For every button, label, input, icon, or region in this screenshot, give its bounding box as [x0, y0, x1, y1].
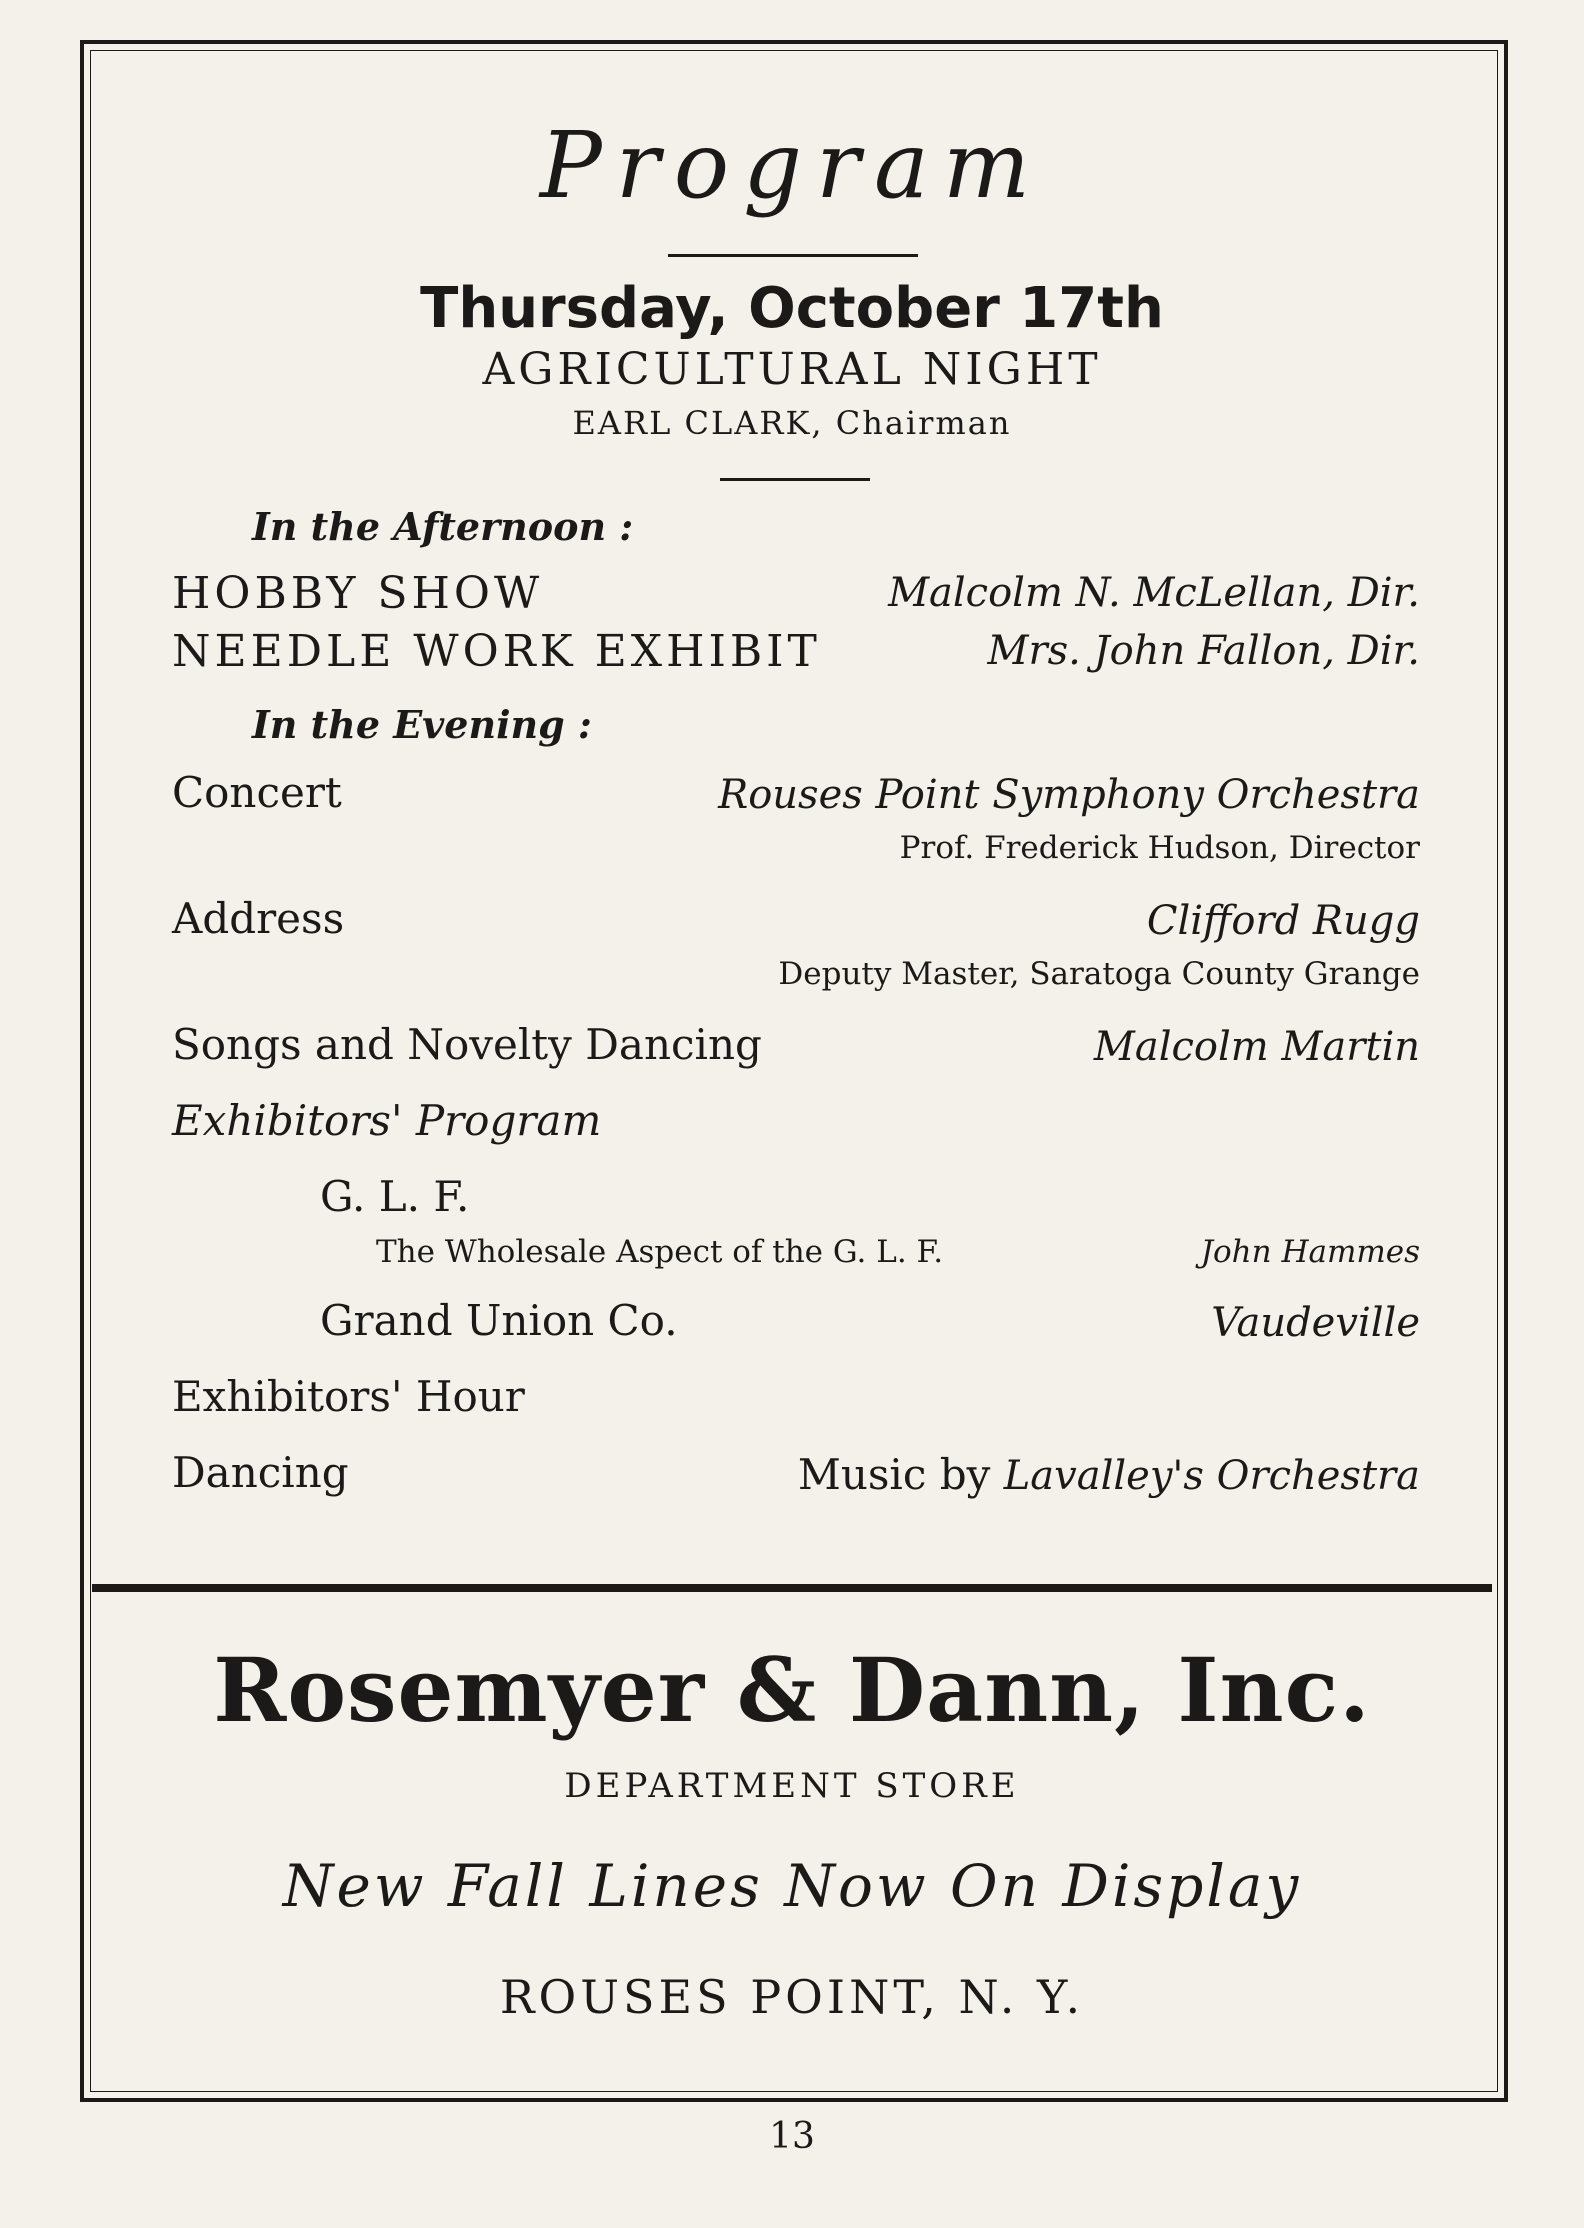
title-rule — [668, 254, 918, 257]
afternoon-item-name: HOBBY SHOW — [172, 568, 544, 619]
header-rule — [720, 478, 870, 481]
afternoon-item-director: Malcolm N. McLellan, Dir. — [888, 570, 1420, 616]
section-divider — [92, 1584, 1492, 1592]
concert-performer: Rouses Point Symphony Orchestra — [718, 772, 1420, 818]
event-date: Thursday, October 17th — [420, 276, 1164, 341]
event-name: AGRICULTURAL NIGHT — [482, 344, 1102, 395]
store-tagline: New Fall Lines Now On Display — [282, 1852, 1302, 1920]
music-prefix: Music by — [797, 1450, 991, 1499]
store-name: Rosemyer & Dann, Inc. — [213, 1638, 1371, 1742]
orchestra-name: Lavalley's Orchestra — [1003, 1453, 1420, 1499]
songs-performer: Malcolm Martin — [1093, 1024, 1420, 1070]
glf-speaker: John Hammes — [1200, 1234, 1420, 1270]
afternoon-item-director: Mrs. John Fallon, Dir. — [987, 628, 1420, 674]
glf-talk: The Wholesale Aspect of the G. L. F. — [376, 1234, 944, 1270]
exhibitors-program: Exhibitors' Program — [172, 1096, 602, 1145]
store-type: DEPARTMENT STORE — [564, 1766, 1020, 1806]
store-address: ROUSES POINT, N. Y. — [499, 1970, 1085, 2024]
concert-label: Concert — [172, 768, 342, 817]
exhibitors-hour: Exhibitors' Hour — [172, 1372, 525, 1421]
grand-union-label: Grand Union Co. — [320, 1296, 678, 1345]
concert-note: Prof. Frederick Hudson, Director — [899, 830, 1420, 866]
address-speaker: Clifford Rugg — [1146, 898, 1420, 944]
afternoon-heading: In the Afternoon : — [252, 504, 634, 549]
program-title: Program — [539, 112, 1045, 219]
songs-label: Songs and Novelty Dancing — [172, 1020, 762, 1069]
chairman-line: EARL CLARK, Chairman — [572, 404, 1012, 442]
address-label: Address — [172, 894, 345, 943]
address-note: Deputy Master, Saratoga County Grange — [778, 956, 1420, 992]
dancing-label: Dancing — [172, 1448, 349, 1497]
glf-label: G. L. F. — [320, 1172, 470, 1221]
dancing-music — [798, 1450, 1420, 1499]
grand-union-act: Vaudeville — [1211, 1300, 1420, 1346]
evening-heading: In the Evening : — [252, 702, 592, 747]
page-number: 13 — [769, 2116, 815, 2157]
afternoon-item-name: NEEDLE WORK EXHIBIT — [172, 626, 821, 677]
